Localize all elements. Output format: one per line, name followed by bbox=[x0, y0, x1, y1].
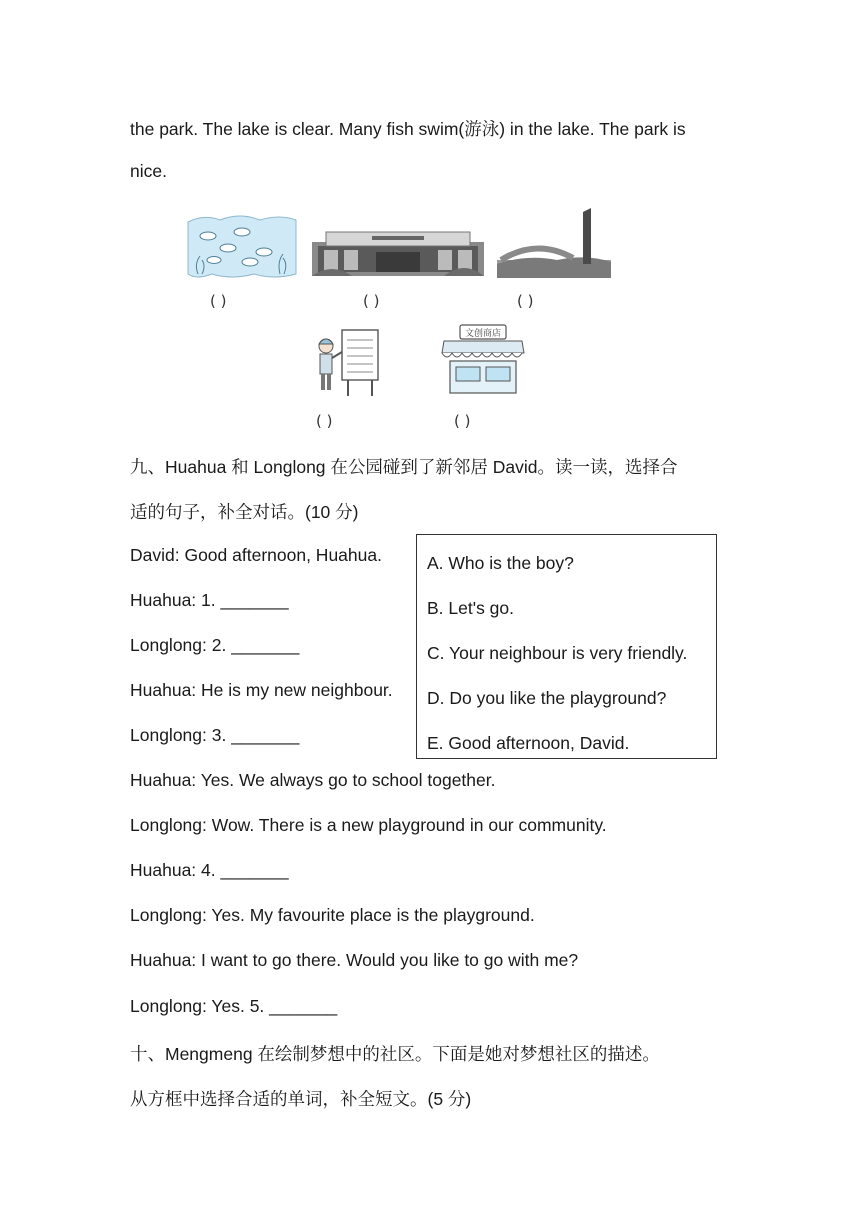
answer-blank-4[interactable]: ( ) bbox=[316, 412, 333, 430]
option-c: C. Your neighbour is very friendly. bbox=[427, 643, 688, 663]
shop-sign: 文创商店 bbox=[464, 329, 502, 339]
option-a: A. Who is the boy? bbox=[427, 553, 574, 573]
section-10-heading-line-1: 十、Mengmeng 在绘制梦想中的社区。下面是她对梦想社区的描述。 bbox=[130, 1044, 660, 1064]
answer-blank-3[interactable]: ( ) bbox=[517, 292, 534, 310]
option-d: D. Do you like the playground? bbox=[427, 688, 667, 708]
shop-picture bbox=[440, 323, 526, 400]
dialogue-line: Huahua: I want to go there. Would you like to go with me? bbox=[130, 950, 579, 970]
dialogue-line: Longlong: Yes. 5. _______ bbox=[130, 996, 338, 1016]
dialogue-line: Longlong: 3. _______ bbox=[130, 725, 300, 745]
answer-blank-1[interactable]: ( ) bbox=[210, 292, 227, 310]
dialogue-line: Longlong: 2. _______ bbox=[130, 635, 300, 655]
dialogue-line: Longlong: Wow. There is a new playground in our community. bbox=[130, 815, 607, 835]
dialogue-line: Huahua: He is my new neighbour. bbox=[130, 680, 393, 700]
section-10-heading-line-2: 从方框中选择合适的单词，补全短文。(5 分) bbox=[130, 1089, 472, 1109]
option-b: B. Let's go. bbox=[427, 598, 515, 618]
dialogue-line: Huahua: 1. _______ bbox=[130, 590, 289, 610]
dialogue-line: Longlong: Yes. My favourite place is the playground. bbox=[130, 905, 535, 925]
section-9-heading-line-1: 九、Huahua 和 Longlong 在公园碰到了新邻居 David。读一读，选择合 bbox=[130, 457, 678, 477]
passage-line-1: the park. The lake is clear. Many fish swim(游泳) in the lake. The park is bbox=[130, 119, 686, 139]
options-box bbox=[416, 534, 717, 759]
dialogue-line: Huahua: 4. _______ bbox=[130, 860, 289, 880]
dialogue-line: David: Good afternoon, Huahua. bbox=[130, 545, 382, 565]
park-sculpture-picture bbox=[497, 208, 611, 283]
dialogue-line: Huahua: Yes. We always go to school together. bbox=[130, 770, 496, 790]
option-e: E. Good afternoon, David. bbox=[427, 733, 630, 753]
section-9-heading-line-2: 适的句子，补全对话。(10 分) bbox=[130, 502, 359, 522]
boy-at-board-picture bbox=[312, 326, 380, 403]
answer-blank-2[interactable]: ( ) bbox=[363, 292, 380, 310]
answer-blank-5[interactable]: ( ) bbox=[454, 412, 471, 430]
passage-line-2: nice. bbox=[130, 161, 167, 181]
museum-building-picture bbox=[312, 222, 484, 281]
fish-lake-picture bbox=[184, 212, 298, 285]
